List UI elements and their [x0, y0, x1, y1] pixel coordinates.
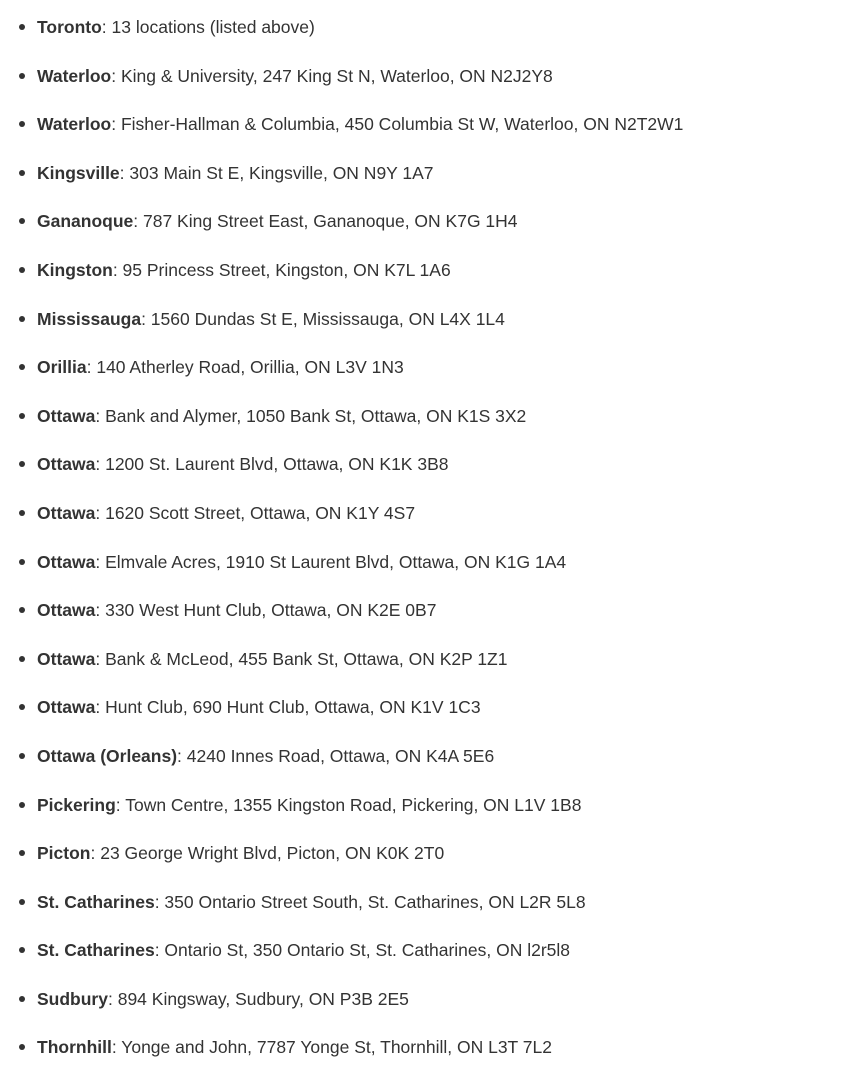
location-details: : Hunt Club, 690 Hunt Club, Ottawa, ON K1V 1C3	[95, 697, 481, 718]
list-item	[0, 839, 831, 867]
bullet-icon	[19, 850, 25, 856]
location-details: : Bank & McLeod, 455 Bank St, Ottawa, ON K2P 1Z1	[95, 648, 508, 669]
list-item	[0, 791, 831, 819]
location-city: Orillia	[37, 357, 87, 378]
location-details: : 23 George Wright Blvd, Picton, ON K0K 2T0	[90, 843, 445, 864]
bullet-icon	[19, 461, 25, 467]
bullet-icon	[19, 218, 25, 224]
location-details: : Bank and Alymer, 1050 Bank St, Ottawa, ON K1S 3X2	[95, 405, 527, 426]
bullet-icon	[19, 753, 25, 759]
bullet-icon	[19, 607, 25, 613]
location-city: Ottawa	[37, 697, 96, 718]
bullet-icon	[19, 413, 25, 419]
location-details: : Yonge and John, 7787 Yonge St, Thornhill, ON L3T 7L2	[111, 1037, 552, 1058]
bullet-icon	[19, 267, 25, 273]
bullet-icon	[19, 73, 25, 79]
bullet-icon	[19, 510, 25, 516]
list-item	[0, 936, 831, 964]
bullet-icon	[19, 24, 25, 30]
list-item	[0, 305, 831, 333]
location-city: St. Catharines	[37, 891, 155, 912]
location-details: : 1560 Dundas St E, Mississauga, ON L4X 1L4	[141, 308, 505, 329]
list-item	[0, 110, 831, 138]
list-item	[0, 693, 831, 721]
list-item	[0, 548, 831, 576]
location-details: : King & University, 247 King St N, Waterloo, ON N2J2Y8	[111, 65, 553, 86]
location-details: : Elmvale Acres, 1910 St Laurent Blvd, Ottawa, ON K1G 1A4	[95, 551, 567, 572]
location-details: : 4240 Innes Road, Ottawa, ON K4A 5E6	[177, 745, 495, 766]
location-city: Gananoque	[37, 211, 134, 232]
location-city: Ottawa	[37, 502, 96, 523]
location-details: : 303 Main St E, Kingsville, ON N9Y 1A7	[119, 162, 434, 183]
location-city: Ottawa	[37, 600, 96, 621]
location-city: Ottawa	[37, 454, 96, 475]
bullet-icon	[19, 121, 25, 127]
list-item	[0, 985, 831, 1013]
list-item	[0, 402, 831, 430]
location-city: Kingston	[37, 259, 113, 280]
location-details: : 330 West Hunt Club, Ottawa, ON K2E 0B7	[95, 600, 437, 621]
list-item	[0, 353, 831, 381]
location-details: : 894 Kingsway, Sudbury, ON P3B 2E5	[107, 988, 409, 1009]
location-details: : 95 Princess Street, Kingston, ON K7L 1A6	[112, 259, 451, 280]
location-details: : 1620 Scott Street, Ottawa, ON K1Y 4S7	[95, 502, 416, 523]
location-details: : Fisher-Hallman & Columbia, 450 Columbia St W, Waterloo, ON N2T2W1	[111, 114, 684, 135]
location-details: : 1200 St. Laurent Blvd, Ottawa, ON K1K 3B8	[95, 454, 449, 475]
list-item	[0, 450, 831, 478]
bullet-icon	[19, 170, 25, 176]
list-item	[0, 596, 831, 624]
bullet-icon	[19, 656, 25, 662]
list-item	[0, 13, 831, 41]
location-city: Thornhill	[37, 1037, 112, 1058]
location-city: Ottawa	[37, 551, 96, 572]
list-item	[0, 499, 831, 527]
location-city: Mississauga	[37, 308, 142, 329]
location-city: Pickering	[37, 794, 116, 815]
bullet-icon	[19, 704, 25, 710]
list-item	[0, 207, 831, 235]
bullet-icon	[19, 364, 25, 370]
location-city: St. Catharines	[37, 940, 155, 961]
list-item	[0, 645, 831, 673]
bullet-icon	[19, 559, 25, 565]
bullet-icon	[19, 1044, 25, 1050]
location-details: : 13 locations (listed above)	[101, 17, 315, 37]
list-item	[0, 256, 831, 284]
bullet-icon	[19, 316, 25, 322]
location-city: Toronto	[37, 17, 102, 37]
location-city: Waterloo	[37, 114, 112, 135]
bullet-icon	[19, 899, 25, 905]
location-details: : 350 Ontario Street South, St. Catharines, ON L2R 5L8	[154, 891, 586, 912]
location-city: Sudbury	[37, 988, 108, 1009]
location-details: : Town Centre, 1355 Kingston Road, Pickering, ON L1V 1B8	[115, 794, 582, 815]
list-item	[0, 1033, 831, 1061]
location-details: : Ontario St, 350 Ontario St, St. Catharines, ON l2r5l8	[154, 940, 571, 961]
location-city: Ottawa	[37, 405, 96, 426]
list-item	[0, 159, 831, 187]
location-city: Waterloo	[37, 65, 112, 86]
list-item	[0, 888, 831, 916]
location-details: : 787 King Street East, Gananoque, ON K7G 1H4	[133, 211, 518, 232]
bullet-icon	[19, 996, 25, 1002]
location-city: Ottawa (Orleans)	[37, 745, 178, 766]
location-details: : 140 Atherley Road, Orillia, ON L3V 1N3	[86, 357, 404, 378]
bullet-icon	[19, 802, 25, 808]
bullet-icon	[19, 947, 25, 953]
list-item	[0, 62, 831, 90]
list-item	[0, 742, 831, 770]
location-city: Ottawa	[37, 648, 96, 669]
location-city: Picton	[37, 843, 91, 864]
location-city: Kingsville	[37, 162, 120, 183]
